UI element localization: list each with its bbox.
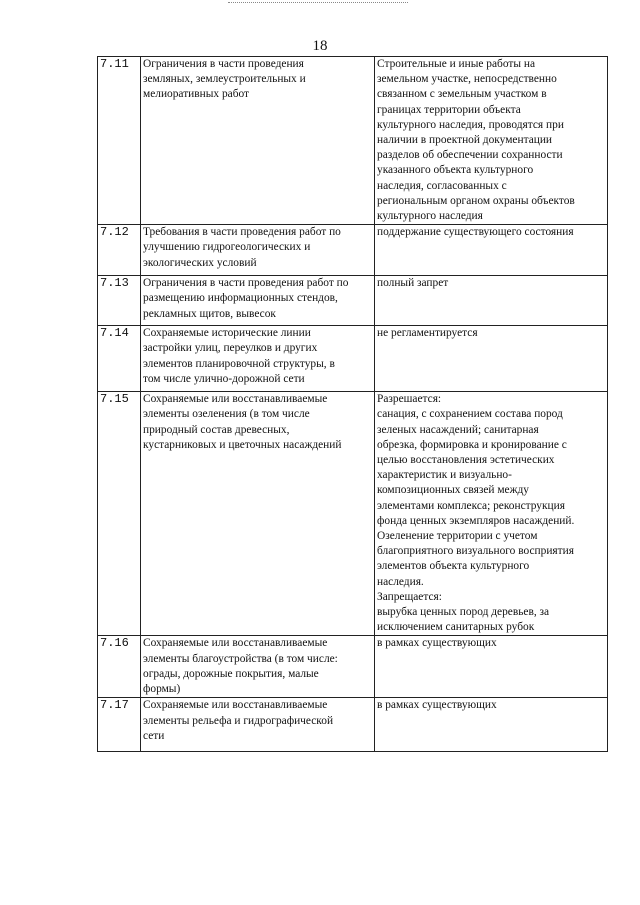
item-requirement-line: характеристик и визуально- bbox=[377, 469, 512, 482]
item-name-line: земляных, землеустроительных и bbox=[143, 73, 306, 86]
item-requirement-cell bbox=[375, 636, 608, 698]
regulations-table bbox=[97, 56, 608, 752]
item-requirement-line: наличии в проектной документации bbox=[377, 134, 553, 147]
item-name-line: Ограничения в части проведения работ по bbox=[143, 277, 349, 290]
item-name-cell bbox=[141, 698, 375, 752]
item-requirement-line: не регламентируется bbox=[377, 327, 478, 340]
item-number-cell: 7.15 bbox=[98, 392, 141, 636]
table-row bbox=[98, 57, 608, 225]
item-name-line: застройки улиц, переулков и других bbox=[143, 342, 318, 355]
item-name-line: Требования в части проведения работ по bbox=[143, 226, 341, 239]
item-number-cell: 7.11 bbox=[98, 57, 141, 225]
item-requirement-cell bbox=[375, 276, 608, 326]
item-name-line: Сохраняемые или восстанавливаемые bbox=[143, 637, 328, 650]
item-requirement-line: Запрещается: bbox=[377, 590, 442, 603]
item-requirement-cell bbox=[375, 57, 608, 225]
item-requirement-line: границах территории объекта bbox=[377, 103, 521, 116]
item-name-line: рекламных щитов, вывесок bbox=[143, 307, 276, 320]
item-number-cell: 7.12 bbox=[98, 225, 141, 276]
item-number-cell: 7.14 bbox=[98, 326, 141, 392]
item-name-line: экологических условий bbox=[143, 256, 257, 269]
item-requirement-line: благоприятного визуального восприятия bbox=[377, 545, 574, 558]
item-requirement-line: указанного объекта культурного bbox=[377, 164, 534, 177]
item-name-line: элементы озеленения (в том числе bbox=[143, 408, 310, 421]
item-requirement-line: Разрешается: bbox=[377, 393, 442, 406]
item-name-line: том числе улично-дорожной сети bbox=[143, 372, 305, 385]
item-number-cell: 7.13 bbox=[98, 276, 141, 326]
item-name-line: улучшению гидрогеологических и bbox=[143, 241, 311, 254]
item-name-cell bbox=[141, 392, 375, 636]
item-name-cell bbox=[141, 57, 375, 225]
item-requirement-line: элементов объекта культурного bbox=[377, 560, 530, 573]
item-name-line: мелиоративных работ bbox=[143, 88, 250, 101]
item-name-line: элементы рельефа и гидрографической bbox=[143, 714, 334, 727]
item-requirement-cell bbox=[375, 392, 608, 636]
item-requirement-line: наследия. bbox=[377, 575, 424, 588]
table-row bbox=[98, 392, 608, 636]
item-name-line: элементов планировочной структуры, в bbox=[143, 357, 335, 370]
item-requirement-line: наследия, согласованных с bbox=[377, 179, 507, 192]
item-name-cell bbox=[141, 225, 375, 276]
item-name-cell bbox=[141, 276, 375, 326]
item-requirement-line: обрезка, формировка и кронирование с bbox=[377, 438, 567, 451]
item-name-line: Сохраняемые или восстанавливаемые bbox=[143, 393, 328, 406]
item-requirement-line: композиционных связей между bbox=[377, 484, 529, 497]
item-name-line: Сохраняемые или восстанавливаемые bbox=[143, 699, 328, 712]
page-number: 18 bbox=[312, 38, 328, 54]
item-name-line: ограды, дорожные покрытия, малые bbox=[143, 667, 319, 680]
item-requirement-line: в рамках существующих bbox=[377, 637, 497, 650]
item-requirement-line: целью восстановления эстетических bbox=[377, 454, 555, 467]
item-name-line: размещению информационных стендов, bbox=[143, 292, 338, 305]
item-requirement-line: в рамках существующих bbox=[377, 699, 497, 712]
item-name-cell bbox=[141, 636, 375, 698]
regulations-table-body bbox=[98, 57, 608, 752]
item-requirement-line: земельном участке, непосредственно bbox=[377, 73, 557, 86]
item-requirement-line: санация, с сохранением состава пород bbox=[377, 408, 563, 421]
item-requirement-line: Озеленение территории с учетом bbox=[377, 530, 538, 543]
item-requirement-cell bbox=[375, 698, 608, 752]
item-name-line: природный состав древесных, bbox=[143, 423, 290, 436]
item-name-line: Ограничения в части проведения bbox=[143, 58, 304, 70]
item-requirement-line: исключением санитарных рубок bbox=[377, 621, 535, 634]
table-row bbox=[98, 225, 608, 276]
item-number-cell: 7.17 bbox=[98, 698, 141, 752]
item-requirement-line: зеленых насаждений; санитарная bbox=[377, 423, 539, 436]
table-row bbox=[98, 326, 608, 392]
item-requirement-line: вырубка ценных пород деревьев, за bbox=[377, 606, 550, 619]
item-requirement-line: полный запрет bbox=[377, 277, 449, 290]
item-requirement-cell bbox=[375, 225, 608, 276]
top-scan-mark bbox=[228, 2, 408, 6]
item-requirement-cell bbox=[375, 326, 608, 392]
item-requirement-line: Строительные и иные работы на bbox=[377, 58, 536, 70]
item-name-line: формы) bbox=[143, 683, 181, 696]
item-requirement-line: культурного наследия bbox=[377, 210, 483, 223]
table-row bbox=[98, 698, 608, 752]
item-name-line: кустарниковых и цветочных насаждений bbox=[143, 438, 342, 451]
item-requirement-line: элементами комплекса; реконструкция bbox=[377, 499, 565, 512]
table-row bbox=[98, 276, 608, 326]
item-requirement-line: разделов об обеспечении сохранности bbox=[377, 149, 563, 162]
item-name-line: Сохраняемые исторические линии bbox=[143, 327, 311, 340]
item-name-line: элементы благоустройства (в том числе: bbox=[143, 652, 338, 665]
item-name-line: сети bbox=[143, 729, 165, 742]
item-requirement-line: региональным органом охраны объектов bbox=[377, 194, 575, 207]
table-row bbox=[98, 636, 608, 698]
item-requirement-line: поддержание существующего состояния bbox=[377, 226, 574, 239]
item-requirement-line: связанном с земельным участком в bbox=[377, 88, 547, 101]
item-name-cell bbox=[141, 326, 375, 392]
item-requirement-line: культурного наследия, проводятся при bbox=[377, 118, 564, 131]
item-requirement-line: фонда ценных экземпляров насаждений. bbox=[377, 514, 575, 527]
item-number-cell: 7.16 bbox=[98, 636, 141, 698]
